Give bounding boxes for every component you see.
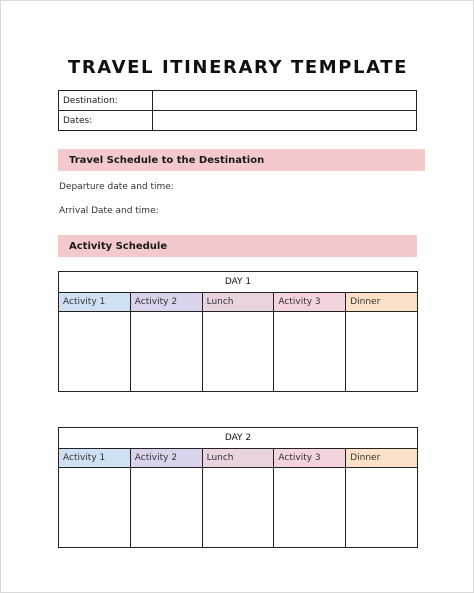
day-2-col-dinner: Dinner: [346, 449, 418, 468]
dates-row: [59, 111, 417, 131]
day-2-activity-3-cell[interactable]: [274, 468, 346, 548]
day-1-col-activity-2: Activity 2: [130, 293, 202, 312]
day-1-col-dinner: Dinner: [346, 293, 418, 312]
trip-info-table: [58, 90, 417, 131]
day-1-entry-row: [59, 312, 418, 392]
day-1-activity-1-cell[interactable]: [59, 312, 131, 392]
day-2-activity-2-cell[interactable]: [130, 468, 202, 548]
document-title: TRAVEL ITINERARY TEMPLATE: [67, 57, 409, 78]
day-2-lunch-cell[interactable]: [202, 468, 274, 548]
day-2-col-activity-2: Activity 2: [130, 449, 202, 468]
day-2-entry-row: [59, 468, 418, 548]
day-1-col-lunch: Lunch: [202, 293, 274, 312]
day-2-col-activity-1: Activity 1: [59, 449, 131, 468]
destination-label: Destination:: [59, 91, 153, 111]
day-2-activity-1-cell[interactable]: [59, 468, 131, 548]
day-1-col-activity-1: Activity 1: [59, 293, 131, 312]
day-1-table: [58, 271, 418, 392]
day-1-lunch-cell[interactable]: [202, 312, 274, 392]
arrival-label: Arrival Date and time:: [59, 206, 159, 216]
day-2-header-row: [59, 449, 418, 468]
activity-schedule-heading: Activity Schedule: [58, 235, 417, 257]
day-2-title: DAY 2: [59, 428, 418, 449]
day-2-col-activity-3: Activity 3: [274, 449, 346, 468]
day-2-dinner-cell[interactable]: [346, 468, 418, 548]
dates-label: Dates:: [59, 111, 153, 131]
departure-label: Departure date and time:: [59, 182, 174, 192]
dates-value-field[interactable]: [153, 111, 417, 131]
travel-schedule-heading: Travel Schedule to the Destination: [58, 149, 425, 171]
day-1-activity-3-cell[interactable]: [274, 312, 346, 392]
destination-value-field[interactable]: [153, 91, 417, 111]
destination-row: [59, 91, 417, 111]
day-1-dinner-cell[interactable]: [346, 312, 418, 392]
day-1-title: DAY 1: [59, 272, 418, 293]
day-1-header-row: [59, 293, 418, 312]
day-1-activity-2-cell[interactable]: [130, 312, 202, 392]
day-2-table: [58, 427, 418, 548]
day-1-col-activity-3: Activity 3: [274, 293, 346, 312]
day-2-col-lunch: Lunch: [202, 449, 274, 468]
